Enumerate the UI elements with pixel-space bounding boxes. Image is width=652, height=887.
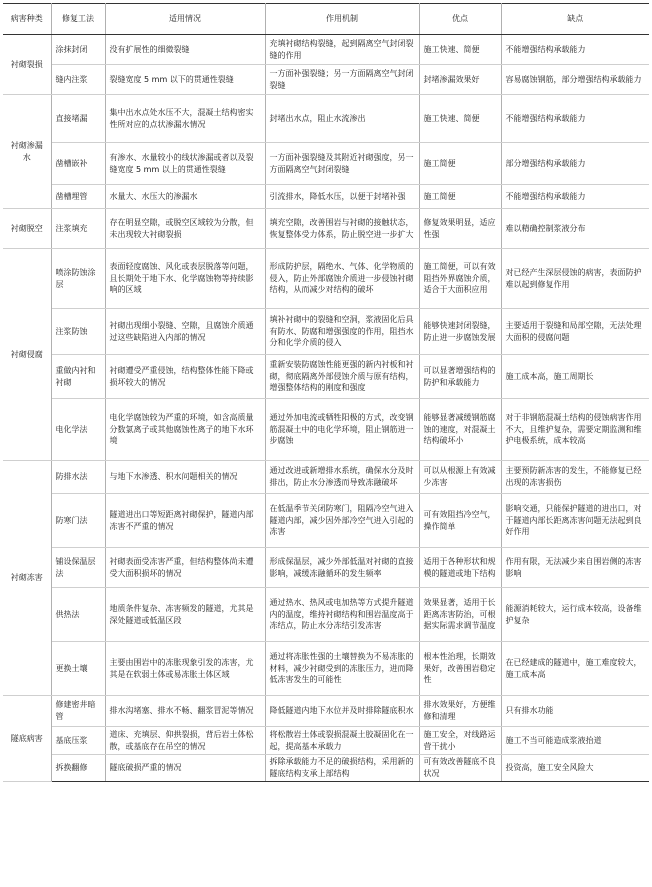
applicable-cell: 没有扩展性的细微裂缝 xyxy=(105,35,265,65)
applicable-cell: 排水沟堵塞、排水不畅、翻浆冒泥等情况 xyxy=(105,696,265,727)
applicable-cell: 存在明显空隙，或脱空区域较为分散，但未出现较大衬砌裂损 xyxy=(105,209,265,249)
table-body xyxy=(3,35,649,782)
method-cell: 防寒门法 xyxy=(51,494,105,548)
method-cell: 注浆填充 xyxy=(51,209,105,249)
method-cell: 凿槽嵌补 xyxy=(51,143,105,185)
category-cell: 隧底病害 xyxy=(3,696,51,782)
method-cell: 注浆防蚀 xyxy=(51,309,105,355)
disadvantages-cell: 对于非钢筋混凝土结构的侵蚀病害作用不大，且维护复杂，需要定期监测和维护电极系统，成本较高 xyxy=(501,399,649,461)
mechanism-cell: 在低温季节关闭防寒门，阻隔冷空气进入隧道内部，减少因外部冷空气进入引起的冻害 xyxy=(265,494,419,548)
disadvantages-cell: 施工不当可能造成浆液抬道 xyxy=(501,727,649,755)
disadvantages-cell: 容易腐蚀钢筋，部分增强结构承载能力 xyxy=(501,65,649,95)
table-row xyxy=(3,309,649,355)
table-row xyxy=(3,355,649,399)
disadvantages-cell: 在已经建成的隧道中，施工难度较大，施工成本高 xyxy=(501,642,649,696)
disadvantages-cell: 影响交通，只能保护隧道的进出口，对于隧道内部长距离冻害问题无法起到良好作用 xyxy=(501,494,649,548)
mechanism-cell: 通过将冻胀性强的土壤替换为不易冻胀的材料，减少衬砌受到的冻胀压力，进而降低冻害发生的可能性 xyxy=(265,642,419,696)
method-cell: 重做内衬和衬砌 xyxy=(51,355,105,399)
advantages-cell: 修复效果明显，适应性强 xyxy=(419,209,501,249)
repair-methods-table xyxy=(3,3,649,782)
category-cell: 衬砌冻害 xyxy=(3,461,51,696)
advantages-cell: 施工快速、简便 xyxy=(419,35,501,65)
mechanism-cell: 一方面补强裂缝；另一方面隔离空气封闭裂缝 xyxy=(265,65,419,95)
header-category: 病害种类 xyxy=(3,4,51,35)
method-cell: 供热法 xyxy=(51,588,105,642)
mechanism-cell: 降低隧道内地下水位并及时排除隧底积水 xyxy=(265,696,419,727)
advantages-cell: 能够快速封闭裂缝，防止进一步腐蚀发展 xyxy=(419,309,501,355)
category-cell: 衬砌脱空 xyxy=(3,209,51,249)
disadvantages-cell: 不能增强结构承载能力 xyxy=(501,95,649,143)
method-cell: 防排水法 xyxy=(51,461,105,494)
header-row xyxy=(3,4,649,35)
method-cell: 凿槽埋管 xyxy=(51,185,105,209)
method-cell: 基底压浆 xyxy=(51,727,105,755)
advantages-cell: 适用于各种形状和规模的隧道或地下结构 xyxy=(419,548,501,588)
method-cell: 电化学法 xyxy=(51,399,105,461)
advantages-cell: 效果显著，适用于长距离冻害防治，可根据实际需求调节温度 xyxy=(419,588,501,642)
table-row xyxy=(3,249,649,309)
mechanism-cell: 通过外加电流或牺牲阳极的方式，改变钢筋混凝土中的电化学环境，阻止钢筋进一步腐蚀 xyxy=(265,399,419,461)
applicable-cell: 电化学腐蚀较为严重的环境，如含高质量分数氯离子或其他腐蚀性离子的地下水环境 xyxy=(105,399,265,461)
applicable-cell: 水量大、水压大的渗漏水 xyxy=(105,185,265,209)
disadvantages-cell: 施工成本高，施工周期长 xyxy=(501,355,649,399)
table-row xyxy=(3,696,649,727)
disadvantages-cell: 主要预防新冻害的发生，不能修复已经出现的冻害损伤 xyxy=(501,461,649,494)
mechanism-cell: 形成防护层，隔绝水、气体、化学物质的侵入，防止外部腐蚀介质进一步侵蚀衬砌结构，从而减少对结构的破坏 xyxy=(265,249,419,309)
mechanism-cell: 填补衬砌中的裂缝和空洞，浆液固化后具有防水、防腐和增强强度的作用，阻挡水分和化学介质的侵入 xyxy=(265,309,419,355)
disadvantages-cell: 能源消耗较大，运行成本较高，设备维护复杂 xyxy=(501,588,649,642)
disadvantages-cell: 主要适用于裂缝和局部空隙，无法处理大面积的侵腐问题 xyxy=(501,309,649,355)
header-disadvantages: 缺点 xyxy=(501,4,649,35)
advantages-cell: 封堵渗漏效果好 xyxy=(419,65,501,95)
disadvantages-cell: 对已经产生深层侵蚀的病害，表面防护难以起到修复作用 xyxy=(501,249,649,309)
category-cell: 衬砌裂损 xyxy=(3,35,51,95)
applicable-cell: 地质条件复杂、冻害频发的隧道，尤其是深处隧道或低温区段 xyxy=(105,588,265,642)
disadvantages-cell: 不能增强结构承载能力 xyxy=(501,185,649,209)
applicable-cell: 表面轻度腐蚀、风化或表层脱落等问题，且长期处于地下水、化学腐蚀物等持续影响的区域 xyxy=(105,249,265,309)
method-cell: 更换土壤 xyxy=(51,642,105,696)
method-cell: 修建密井暗管 xyxy=(51,696,105,727)
mechanism-cell: 形成保温层，减少外部低温对衬砌的直接影响，减缓冻融循环的发生频率 xyxy=(265,548,419,588)
method-cell: 直接堵漏 xyxy=(51,95,105,143)
advantages-cell: 可以从根源上有效减少冻害 xyxy=(419,461,501,494)
table-row xyxy=(3,35,649,65)
table-row xyxy=(3,642,649,696)
advantages-cell: 可以显著增强结构的防护和承载能力 xyxy=(419,355,501,399)
advantages-cell: 施工简便，可以有效阻挡外界腐蚀介质，适合于大面积应用 xyxy=(419,249,501,309)
mechanism-cell: 充填衬砌结构裂缝，起到隔离空气封闭裂缝的作用 xyxy=(265,35,419,65)
disadvantages-cell: 部分增强结构承载能力 xyxy=(501,143,649,185)
advantages-cell: 排水效果好，方便维修和清理 xyxy=(419,696,501,727)
mechanism-cell: 一方面补强裂缝及其附近衬砌强度，另一方面隔离空气封闭裂缝 xyxy=(265,143,419,185)
table-row xyxy=(3,588,649,642)
applicable-cell: 与地下水渗透、积水问题相关的情况 xyxy=(105,461,265,494)
disadvantages-cell: 难以精确控制浆液分布 xyxy=(501,209,649,249)
method-cell: 缝内注浆 xyxy=(51,65,105,95)
table-row xyxy=(3,461,649,494)
table-row xyxy=(3,755,649,782)
table-row xyxy=(3,548,649,588)
applicable-cell: 有渗水、水量较小的线状渗漏或者以及裂缝宽度 5 mm 以上的贯通性裂缝 xyxy=(105,143,265,185)
applicable-cell: 主要由围岩中的冻胀现象引发的冻害，尤其是在软弱土体或易冻胀土体区域 xyxy=(105,642,265,696)
applicable-cell: 裂缝宽度 5 mm 以下的贯通性裂缝 xyxy=(105,65,265,95)
mechanism-cell: 填充空隙，改善围岩与衬砌的接触状态，恢复整体受力体系，防止脱空进一步扩大 xyxy=(265,209,419,249)
header-method: 修复工法 xyxy=(51,4,105,35)
disadvantages-cell: 只有排水功能 xyxy=(501,696,649,727)
header-advantages: 优点 xyxy=(419,4,501,35)
applicable-cell: 衬砌表面受冻害严重，但结构整体尚未遭受大面积损坏的情况 xyxy=(105,548,265,588)
mechanism-cell: 通过热水、热风或电加热等方式提升隧道内的温度，维持衬砌结构和围岩温度高于冻结点，防止水分冻结引发冻害 xyxy=(265,588,419,642)
advantages-cell: 能够显著减缓钢筋腐蚀的速度，对混凝土结构破坏小 xyxy=(419,399,501,461)
header-applicable: 适用情况 xyxy=(105,4,265,35)
table-row xyxy=(3,65,649,95)
table-row xyxy=(3,95,649,143)
applicable-cell: 衬砌遭受严重侵蚀，结构整体性能下降或损坏较大的情况 xyxy=(105,355,265,399)
advantages-cell: 施工简便 xyxy=(419,143,501,185)
category-cell: 衬砌侵腐 xyxy=(3,249,51,461)
category-cell: 衬砌渗漏水 xyxy=(3,95,51,209)
advantages-cell: 根本性治理，长期效果好，改善围岩稳定性 xyxy=(419,642,501,696)
applicable-cell: 隧道进出口等短距离衬砌保护，隧道内部冻害不严重的情况 xyxy=(105,494,265,548)
method-cell: 喷涂防蚀涂层 xyxy=(51,249,105,309)
mechanism-cell: 重新安装防腐蚀性能更强的新内衬板和衬砌，彻底隔离外部侵蚀介质与原有结构，增强整体结构的刚度和强度 xyxy=(265,355,419,399)
advantages-cell: 可有效阻挡冷空气，操作简单 xyxy=(419,494,501,548)
applicable-cell: 道床、充填层、仰拱裂损，背后岩土体松散，或基底存在吊空的情况 xyxy=(105,727,265,755)
mechanism-cell: 拆除承载能力不足的破损结构，采用新的隧底结构支承上部结构 xyxy=(265,755,419,782)
method-cell: 涂抹封闭 xyxy=(51,35,105,65)
method-cell: 拆换翻修 xyxy=(51,755,105,782)
applicable-cell: 集中出水点处水压不大，混凝土结构密实性所对应的点状渗漏水情况 xyxy=(105,95,265,143)
applicable-cell: 隧底破损严重的情况 xyxy=(105,755,265,782)
applicable-cell: 衬砌出现细小裂缝、空隙，且腐蚀介质通过这些缺陷进入内部的情况 xyxy=(105,309,265,355)
table-row xyxy=(3,399,649,461)
table-row xyxy=(3,494,649,548)
advantages-cell: 施工简便 xyxy=(419,185,501,209)
advantages-cell: 施工安全，对线路运营干扰小 xyxy=(419,727,501,755)
table-row xyxy=(3,185,649,209)
method-cell: 铺设保温层法 xyxy=(51,548,105,588)
disadvantages-cell: 投资高，施工安全风险大 xyxy=(501,755,649,782)
table-row xyxy=(3,727,649,755)
disadvantages-cell: 不能增强结构承载能力 xyxy=(501,35,649,65)
mechanism-cell: 封堵出水点，阻止水流渗出 xyxy=(265,95,419,143)
advantages-cell: 施工快速、简便 xyxy=(419,95,501,143)
mechanism-cell: 将松散岩土体或裂损混凝土胶凝固化在一起，提高基本承载力 xyxy=(265,727,419,755)
mechanism-cell: 引流排水，降低水压，以便于封堵补强 xyxy=(265,185,419,209)
header-mechanism: 作用机制 xyxy=(265,4,419,35)
advantages-cell: 可有效改善隧底不良状况 xyxy=(419,755,501,782)
disadvantages-cell: 作用有限，无法减少来自围岩侧的冻害影响 xyxy=(501,548,649,588)
table-row xyxy=(3,209,649,249)
mechanism-cell: 通过改进或新增排水系统，确保水分及时排出，防止水分渗透而导致冻融破坏 xyxy=(265,461,419,494)
table-row xyxy=(3,143,649,185)
